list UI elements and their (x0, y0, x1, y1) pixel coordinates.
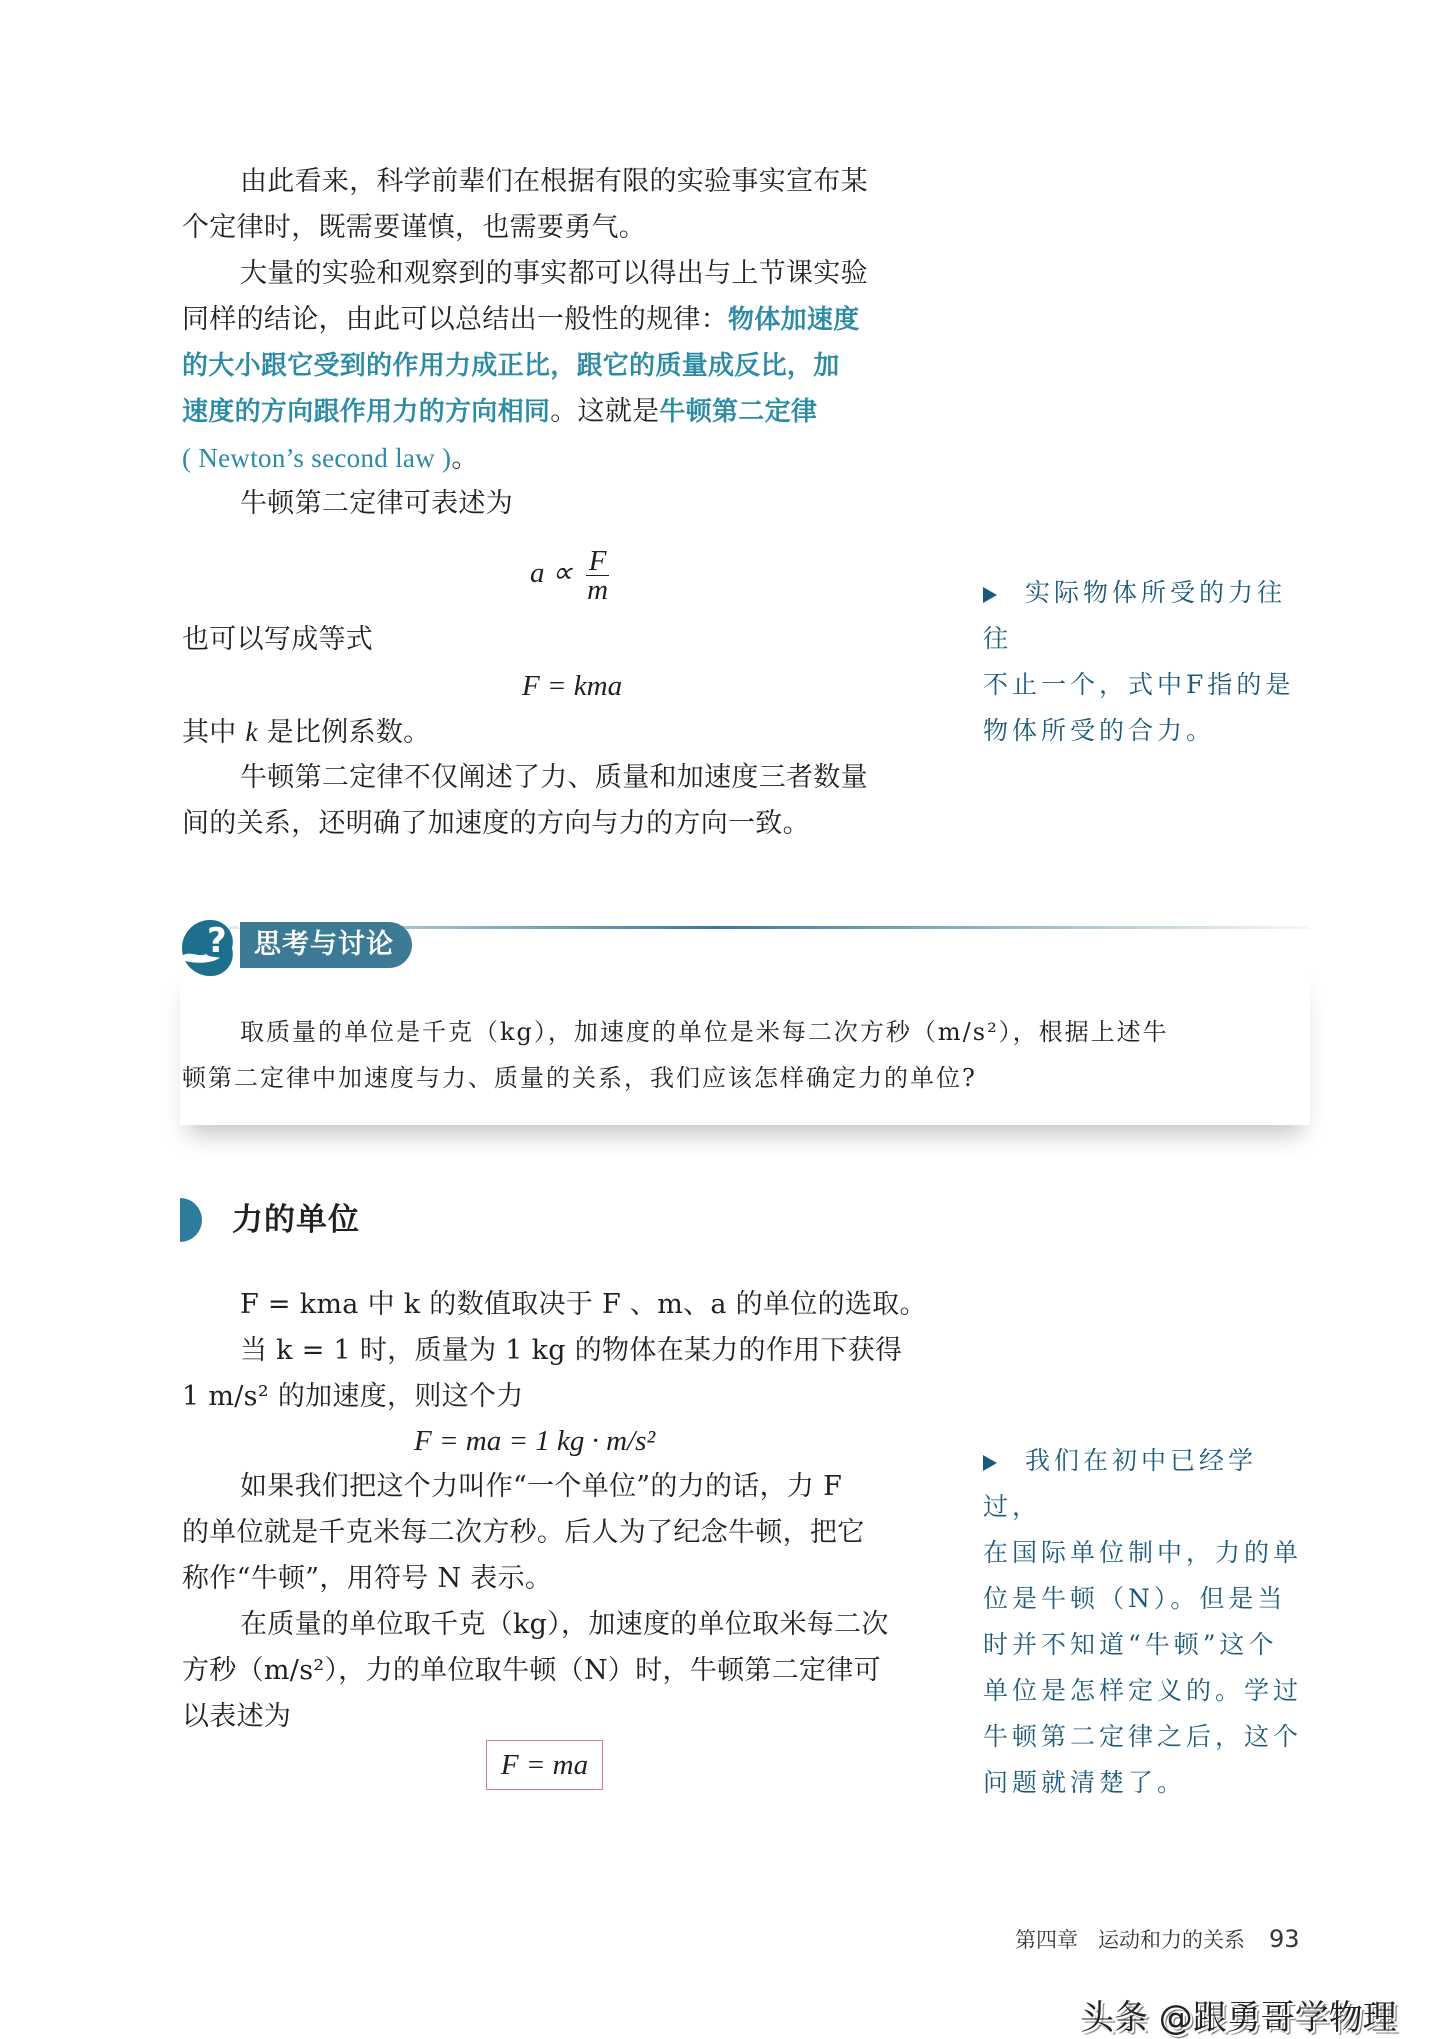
section-line-6: 称作“牛顿”，用符号 N 表示。 (182, 1563, 553, 1594)
side-note-2-line-7: 问题就清楚了。 (983, 1768, 1187, 1797)
side-note-2-line-2: 在国际单位制中，力的单 (983, 1538, 1303, 1567)
paragraph-1-line-1: 由此看来，科学前辈们在根据有限的实验事实宣布某 (240, 166, 868, 197)
section-line-8: 方秒（m/s²），力的单位取牛顿（N）时，牛顿第二定律可 (182, 1655, 881, 1686)
paragraph-2-text: 。 (451, 443, 479, 474)
chapter-title: 运动和力的关系 (1098, 1928, 1245, 1952)
boxed-formula-f-ma (486, 1740, 603, 1790)
side-note-1-line-3: 物体所受的合力。 (983, 716, 1216, 745)
side-note-2-line-6: 牛顿第二定律之后，这个 (983, 1722, 1303, 1751)
side-note-1 (983, 570, 1313, 754)
side-note-1-line-1 (983, 570, 1313, 662)
side-note-2-line-3: 位是牛顿（N）。但是当 (983, 1584, 1287, 1613)
formula-lhs: a ∝ (530, 557, 573, 589)
think-box-line-1: 取质量的单位是千克（kg），加速度的单位是米每二次方秒（m/s²），根据上述牛 (240, 1018, 1169, 1046)
newton-second-law-term: 牛顿第二定律 (659, 397, 818, 427)
watermark: 头条 @跟勇哥学物理 (1080, 1998, 1397, 2038)
section-line-5: 的单位就是千克米每二次方秒。后人为了纪念牛顿，把它 (182, 1517, 865, 1548)
paragraph-6-line-2: 间的关系，还明确了加速度的方向与力的方向一致。 (182, 808, 810, 839)
triangle-bullet-icon (983, 1455, 997, 1471)
chapter-label: 第四章 (1015, 1928, 1078, 1952)
triangle-bullet-icon (983, 587, 997, 603)
section-line-7: 在质量的单位取千克（kg），加速度的单位取米每二次 (240, 1609, 889, 1640)
law-statement-line-3: 速度的方向跟作用力的方向相同 (182, 397, 551, 427)
paragraph-2-line-5 (182, 441, 924, 476)
question-icon (180, 918, 246, 976)
law-statement-line-2: 的大小跟它受到的作用力成正比，跟它的质量成反比，加 (182, 351, 840, 381)
formula-proportional (530, 543, 609, 604)
variable-k: k (245, 717, 258, 747)
paragraph-6-line-1: 牛顿第二定律不仅阐述了力、质量和加速度三者数量 (240, 762, 868, 793)
page-footer (1015, 1924, 1300, 1954)
section-line-9: 以表述为 (182, 1701, 292, 1732)
svg-text:?: ? (207, 921, 227, 961)
section-line-1: F = kma 中 k 的数值取决于 F 、m、a 的单位的选取。 (240, 1289, 927, 1320)
paragraph-5-text: 其中 (182, 717, 246, 748)
side-note-2-line-5: 单位是怎样定义的。学过 (983, 1676, 1303, 1705)
paragraph-2-text: 。这就是 (550, 396, 660, 427)
section-title: 力的单位 (232, 1202, 360, 1238)
fraction-denominator: m (587, 573, 609, 606)
paragraph-5-text: 是比例系数。 (257, 717, 431, 748)
paragraph-2-line-1: 大量的实验和观察到的事实都可以得出与上节课实验 (240, 258, 868, 289)
section-line-2: 当 k = 1 时，质量为 1 kg 的物体在某力的作用下获得 (240, 1335, 903, 1366)
side-note-2-line-1 (983, 1438, 1313, 1530)
section-line-4: 如果我们把这个力叫作“一个单位”的力的话，力 F (240, 1471, 843, 1502)
law-statement: 物体加速度 (728, 305, 860, 335)
english-term: ( Newton’s second law ) (182, 443, 452, 473)
paragraph-2-line-2 (182, 303, 924, 337)
paragraph-2-text: 同样的结论，由此可以总结出一般性的规律： (182, 304, 728, 335)
fraction (586, 544, 610, 606)
formula-f-ma: F = ma (500, 1749, 589, 1781)
side-note-text: 实际物体所受的力往往 (983, 578, 1287, 653)
side-note-1-line-2: 不止一个，式中F指的是 (983, 670, 1295, 699)
side-note-text: 我们在初中已经学过， (983, 1446, 1258, 1521)
page-number: 93 (1269, 1925, 1300, 1953)
formula-unit-definition: F = ma = 1 kg · m/s² (414, 1425, 656, 1457)
side-note-2 (983, 1438, 1313, 1806)
paragraph-2-line-4 (182, 395, 924, 429)
paragraph-3: 牛顿第二定律可表述为 (240, 488, 513, 519)
section-marker-icon (180, 1198, 202, 1242)
paragraph-4: 也可以写成等式 (182, 624, 374, 655)
think-discuss-title: 思考与讨论 (240, 922, 412, 968)
paragraph-5 (182, 715, 924, 750)
fraction-numerator: F (586, 547, 610, 576)
formula-f-kma: F = kma (522, 670, 623, 702)
paragraph-1-line-2: 个定律时，既需要谨慎，也需要勇气。 (182, 212, 647, 243)
section-line-3: 1 m/s² 的加速度，则这个力 (182, 1381, 524, 1412)
think-box-line-2: 顿第二定律中加速度与力、质量的关系，我们应该怎样确定力的单位? (182, 1064, 977, 1092)
side-note-2-line-4: 时并不知道“牛顿”这个 (983, 1630, 1278, 1659)
